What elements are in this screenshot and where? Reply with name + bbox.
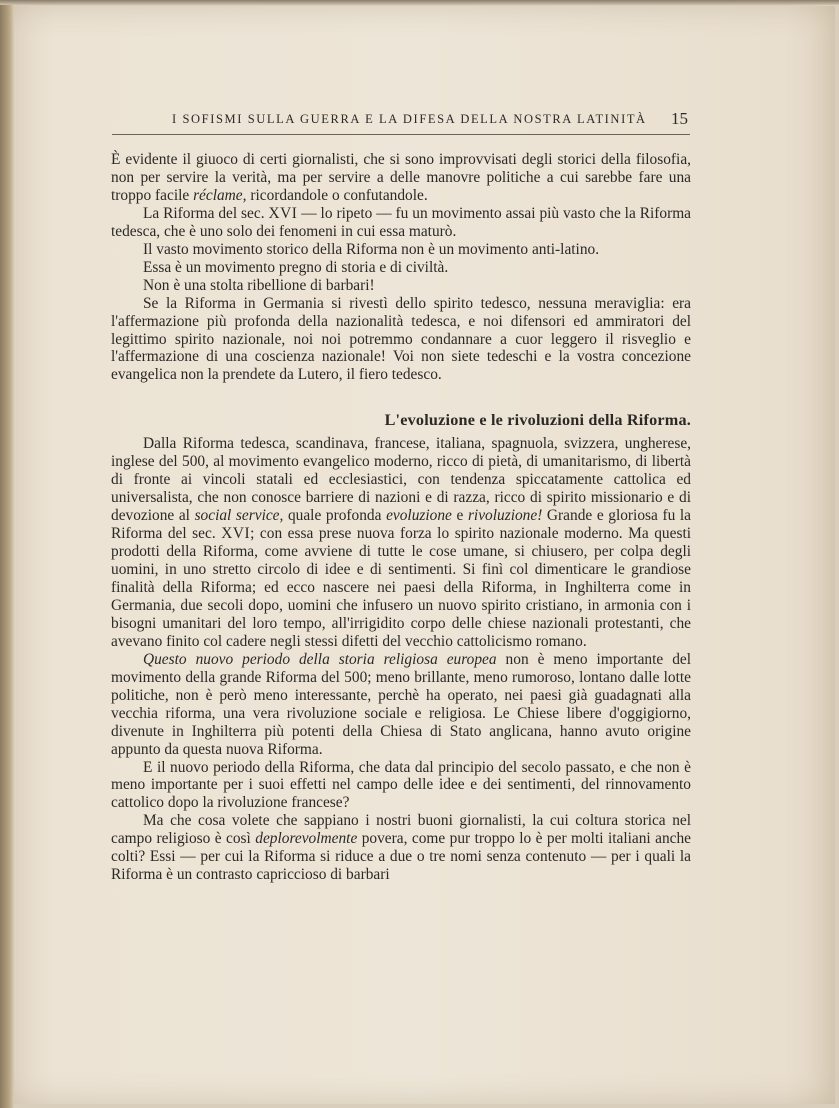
text-run: quale profonda: [283, 507, 387, 525]
roman-numeral: XVI: [268, 204, 298, 222]
paragraph: [111, 205, 691, 241]
italic-run: social service,: [194, 507, 284, 525]
paragraph: Non è una stolta ribellione di barbari!: [143, 276, 375, 294]
section-heading: L'evoluzione e le rivoluzioni della Riforma.: [384, 411, 691, 430]
text-run: — lo ripeto — fu un movimento assai più vasto che la Riforma tedesca, che è uno solo dei fenomeni in cui essa maturò.: [111, 204, 691, 240]
paragraph: Essa è un movimento pregno di storia e di civiltà.: [143, 258, 449, 276]
running-title: I SOFISMI SULLA GUERRA E LA DIFESA DELLA NOSTRA LATINITÀ: [172, 112, 647, 126]
text-run: Grande e gloriosa fu la Riforma del sec.: [111, 507, 691, 543]
paragraph: [111, 812, 691, 884]
paragraph: Se la Riforma in Germania si rivestì dello spirito tedesco, nessuna meraviglia: era l'affermazione più profonda della nazionalità tedesca, e noi difensori ed ammiratori del legittimo spirito nazionale, noi noi potremmo condannare a cuor leggero il risveglio e l'affermazione di una coscienza nazionale! Voi non siete tedeschi e la vostra concezione evangelica non la prendete da Lutero, il fiero tedesco.: [111, 294, 691, 384]
text-run: La Riforma del sec.: [143, 204, 269, 222]
text-run: ; con essa prese nuova forza lo spirito nazionale moderno. Ma questi prodotti della Riforma, come avviene di tutte le cose umane, si chiusero, per colpa degli uomini, in uno stretto circolo di idee e di sentimenti. Si finì col dimenticare le grandiose finalità della Riforma; ed ecco nascere nei paesi della Riforma, in Inghilterra come in Germania, due secoli dopo, uomini che infusero un nuovo spirito cristiano, in armonia con i bisogni umanitari del loro tempo, all'irrigidito corpo delle chiese nazionali protestanti, che avevano finito col cadere negli stessi difetti del vecchio cattolicismo romano.: [111, 525, 692, 650]
text-run: e: [451, 507, 468, 525]
text-run: non è meno importante del movimento della grande Riforma del 500; meno brillante, meno rumoroso, lontano dalle lotte politiche, non è però meno interessante, perchè ha operato, nei paesi già guadagnati alla vecchia riforma, una vera rivoluzione sociale e religiosa. Le Chiese libere d'oggigiorno, divenute in Inghilterra più potenti della Chiesa di Stato anglicana, hanno avuto origine appunto da questa nuova Riforma.: [111, 650, 691, 758]
paragraph: E il nuovo periodo della Riforma, che data dal principio del secolo passato, e che non è meno importante per i suoi effetti nel campo delle idee e dei sentimenti, del rinnovamento cattolico dopo la rivoluzione francese?: [111, 758, 691, 812]
page-number: 15: [671, 109, 688, 128]
page-top-edge: [0, 0, 839, 5]
paragraph: Il vasto movimento storico della Riforma non è un movimento anti-latino.: [143, 240, 600, 258]
page-header: [112, 109, 690, 135]
roman-numeral: XVI: [221, 525, 251, 543]
body-text: [111, 151, 691, 884]
text-run: Dalla Riforma tedesca, scandinava, francese, italiana, spagnuola, svizzera, ungherese, inglese del 500, al movimento evangelico moderno, ricco di pietà, di umanitarismo, di libertà di fronte ai vincoli statali ed ecclesiastici, con tendenza spiccatamente cattolica ed universalista, che non conosce barriere di nazioni e di razza, ricco di spirito missionario e di devozione al: [111, 435, 691, 525]
italic-run: réclame,: [193, 186, 247, 204]
text-run: povera, come pur troppo lo è per molti italiani anche colti? Essi — per cui la Riforma si riduce a due o tre nomi senza contenuto — per i quali la Riforma è un contrasto capriccioso di barbari: [111, 830, 692, 884]
text-run: ricordandole o confutandole.: [246, 186, 428, 204]
paragraph: [111, 151, 691, 205]
paragraph: [111, 435, 691, 650]
italic-run: Questo nuovo periodo della storia religiosa europea: [143, 650, 497, 668]
paragraph: [111, 651, 691, 759]
book-spine-shadow: [0, 0, 14, 1108]
italic-run: evoluzione: [386, 507, 452, 525]
text-run: È evidente il giuoco di certi giornalisti, che si sono improvvisati degli storici della filosofia, non per servire la verità, ma per servire a delle manovre politiche a cui sarebbe fare una troppo facile: [111, 151, 691, 204]
italic-run: rivoluzione!: [467, 507, 543, 525]
text-run: Ma che cosa volete che sappiano i nostri buoni giornalisti, la cui coltura storica nel campo religioso è così: [111, 812, 691, 848]
italic-run: deplorevolmente: [255, 830, 358, 848]
